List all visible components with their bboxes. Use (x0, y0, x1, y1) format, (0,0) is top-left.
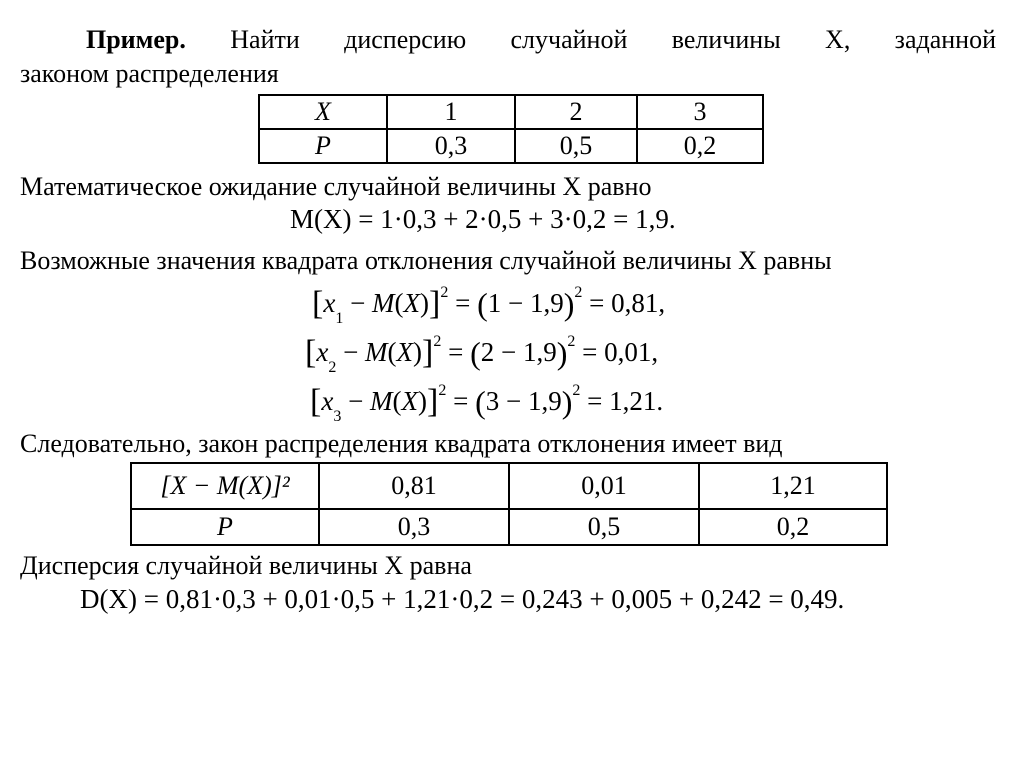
table-cell: P (315, 131, 331, 160)
law-text: Следовательно, закон распределения квадрата отклонения имеет вид (20, 429, 783, 458)
table-cell: 3 (637, 95, 763, 129)
table-cell: 0,81 (319, 463, 509, 509)
table-cell: P (217, 512, 233, 541)
deviations-text: Возможные значения квадрата отклонения случайной величины X равны (20, 246, 832, 275)
deviation-formula-1: $[x1 - M(X)]^2 = (1 - 1,9)^2 = 0,81$, (312, 284, 666, 327)
table-cell: 0,5 (509, 509, 699, 545)
expectation-text: Математическое ожидание случайной величины X равно (20, 172, 652, 201)
table-cell: 0,2 (699, 509, 887, 545)
distribution-table (258, 94, 764, 164)
table-cell: 2 (515, 95, 637, 129)
table-cell: 0,5 (515, 129, 637, 163)
table-row (131, 463, 887, 509)
table-cell: 0,01 (509, 463, 699, 509)
intro-line-2: законом распределения (20, 59, 279, 88)
expectation-formula (290, 206, 676, 233)
table-row (131, 509, 887, 545)
variance-text: Дисперсия случайной величины X равна (20, 551, 472, 580)
table-cell: [X − M(X)]² (160, 471, 290, 500)
deviation-formula-2: $[x2 - M(X)]^2 = (2 - 1,9)^2 = 0,01$, (305, 333, 659, 376)
intro-label: Пример. (86, 25, 186, 54)
table-cell: 0,2 (637, 129, 763, 163)
intro-text: Найти дисперсию случайной величины X, заданной (230, 25, 997, 54)
formula-text: M(X) = 1·0,3 + 2·0,5 + 3·0,2 = 1,9. (290, 204, 676, 234)
deviation-table (130, 462, 888, 546)
table-row (259, 95, 763, 129)
formula-text: D(X) = 0,81·0,3 + 0,01·0,5 + 1,21·0,2 = 0,243 + 0,005 + 0,242 = 0,49. (80, 584, 845, 614)
table-cell: X (315, 97, 331, 126)
intro-line-1 (86, 27, 996, 53)
deviation-formula-3: $[x3 - M(X)]^2 = (3 - 1,9)^2 = 1,21$. (310, 382, 664, 425)
table-cell: 0,3 (387, 129, 515, 163)
variance-formula (80, 586, 844, 613)
table-cell: 0,3 (319, 509, 509, 545)
table-cell: 1,21 (699, 463, 887, 509)
table-row (259, 129, 763, 163)
table-cell: 1 (387, 95, 515, 129)
